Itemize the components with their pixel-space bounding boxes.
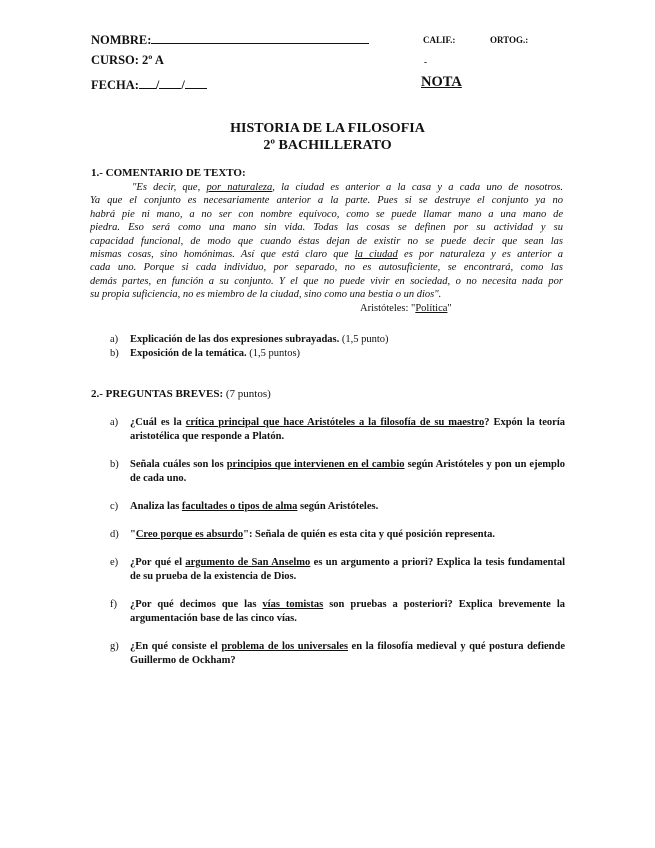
nombre-label: NOMBRE: bbox=[91, 33, 152, 47]
list-item bbox=[110, 333, 565, 347]
section2-points: (7 puntos) bbox=[223, 388, 271, 400]
question-text: ": Señala de quién es esta cita y qué posición representa. bbox=[243, 529, 496, 540]
item-points: (1,5 puntos) bbox=[246, 348, 301, 359]
quote-line: Ya que el conjunto es necesariamente anterior a la parte. Pues si se destruye el conjunto ya no bbox=[90, 195, 563, 207]
question-text: " bbox=[130, 529, 136, 540]
question-text: es un argumento a priori? Explica la tesis fundamental de su prueba de la existencia de Dios. bbox=[130, 557, 565, 582]
fecha-sep-2: / bbox=[181, 78, 185, 92]
question-underlined: crítica principal que hace Aristóteles a la filosofía de su maestro bbox=[185, 417, 485, 428]
question-underlined: Creo porque es absurdo bbox=[135, 529, 244, 540]
question-label: c) bbox=[110, 501, 119, 512]
source-suffix: " bbox=[447, 303, 452, 314]
quote-text bbox=[90, 181, 563, 302]
quote-line: mismas cosas, sino homónimas. Así que está claro que la ciudad es por naturaleza y es anterior a bbox=[90, 249, 563, 261]
quote-line: capacidad funcional, de modo que cuando éstas dejan de existir no se puede decir que sean las bbox=[90, 235, 563, 247]
fecha-label: FECHA: bbox=[91, 78, 139, 92]
question-a bbox=[110, 416, 565, 444]
question-label: a) bbox=[110, 417, 119, 428]
quote-line: cada uno. Porque si cada individuo, por separado, no es autosuficiente, se encontrará, como las bbox=[90, 262, 563, 274]
question-b bbox=[110, 458, 565, 486]
quote-line: demás partes, en función a su conjunto. Y el que no puede vivir en sociedad, o no necesita nada por bbox=[90, 275, 563, 287]
question-label: f) bbox=[110, 599, 117, 610]
question-label: b) bbox=[110, 459, 119, 470]
item-bold-text: Explicación de las dos expresiones subrayadas. bbox=[130, 334, 340, 345]
list-item bbox=[110, 347, 565, 361]
item-points: (1,5 punto) bbox=[339, 334, 389, 345]
question-text: Analiza las bbox=[130, 501, 182, 512]
quote-line: piedra. Eso será como una mano sin vida. Todas las cosas se definen por su actividad y su bbox=[90, 222, 563, 234]
question-underlined: principios que intervienen en el cambio bbox=[226, 459, 405, 470]
question-label: e) bbox=[110, 557, 119, 568]
question-underlined: argumento de San Anselmo bbox=[185, 557, 311, 568]
question-text: ¿Por qué el bbox=[130, 557, 186, 568]
fecha-year-line bbox=[185, 76, 207, 89]
question-underlined: problema de los universales bbox=[221, 641, 348, 652]
question-text: en la filosofía medieval y qué postura defiende Guillermo de Ockham? bbox=[130, 641, 566, 666]
item-label: b) bbox=[110, 348, 119, 359]
question-label: d) bbox=[110, 529, 119, 540]
question-label: g) bbox=[110, 641, 119, 652]
section2-heading-row bbox=[91, 388, 271, 400]
ortog-label: ORTOG.: bbox=[490, 35, 529, 45]
question-text: ¿Por qué decimos que las bbox=[130, 599, 263, 610]
question-text: son pruebas a posteriori? Explica brevemente la argumentación base de las cinco vías. bbox=[130, 599, 565, 624]
question-text: Señala cuáles son los bbox=[130, 459, 227, 470]
quote-line: su propia suficiencia, no es miembro de la ciudad, sino como una bestia o un dios". bbox=[90, 289, 442, 301]
question-d bbox=[110, 528, 565, 542]
section1-heading: 1.- COMENTARIO DE TEXTO: bbox=[91, 167, 246, 179]
curso-label: CURSO: 2º A bbox=[91, 53, 164, 67]
header-dash: - bbox=[424, 57, 427, 67]
nombre-blank-line bbox=[151, 31, 369, 44]
question-text: según Aristóteles. bbox=[297, 501, 379, 512]
question-text: ? Expón la teoría aristotélica que responde a Platón. bbox=[130, 417, 565, 442]
item-label: a) bbox=[110, 334, 119, 345]
section2-heading: 2.- PREGUNTAS BREVES: bbox=[91, 388, 224, 400]
item-bold-text: Exposición de la temática. bbox=[130, 348, 247, 359]
question-g bbox=[110, 640, 565, 668]
page-title: HISTORIA DE LA FILOSOFIA bbox=[230, 121, 425, 136]
calif-label: CALIF.: bbox=[423, 35, 456, 45]
source-prefix: Aristóteles: " bbox=[360, 303, 416, 314]
question-f bbox=[110, 598, 565, 626]
nombre-field bbox=[91, 31, 369, 48]
nota-label: NOTA bbox=[421, 74, 462, 90]
quote-line: "Es decir, que, por naturaleza, la ciudad es anterior a la casa y a cada uno de nosotros. bbox=[132, 182, 563, 193]
question-text: según Aristóteles y pon un ejemplo de cada uno. bbox=[130, 459, 566, 484]
source-work: Política bbox=[415, 303, 448, 314]
quote-underlined-expression: la ciudad bbox=[354, 249, 398, 261]
quote-source bbox=[360, 303, 452, 314]
question-underlined: vías tomistas bbox=[262, 599, 324, 610]
question-e bbox=[110, 556, 565, 584]
fecha-month-line bbox=[159, 76, 181, 89]
fecha-sep-1: / bbox=[155, 78, 160, 92]
page-subtitle: 2º BACHILLERATO bbox=[263, 138, 392, 153]
question-underlined: facultades o tipos de alma bbox=[181, 501, 298, 512]
question-c bbox=[110, 500, 565, 514]
question-text: ¿En qué consiste el bbox=[130, 641, 222, 652]
fecha-day-line bbox=[139, 76, 156, 89]
fecha-field bbox=[91, 76, 207, 93]
question-text: ¿Cuál es la bbox=[130, 417, 186, 428]
quote-underlined-expression: por naturaleza bbox=[206, 182, 273, 193]
quote-line: habrá pie ni mano, a no ser con nombre equívoco, como se puede llamar mano a una mano de bbox=[90, 208, 563, 220]
